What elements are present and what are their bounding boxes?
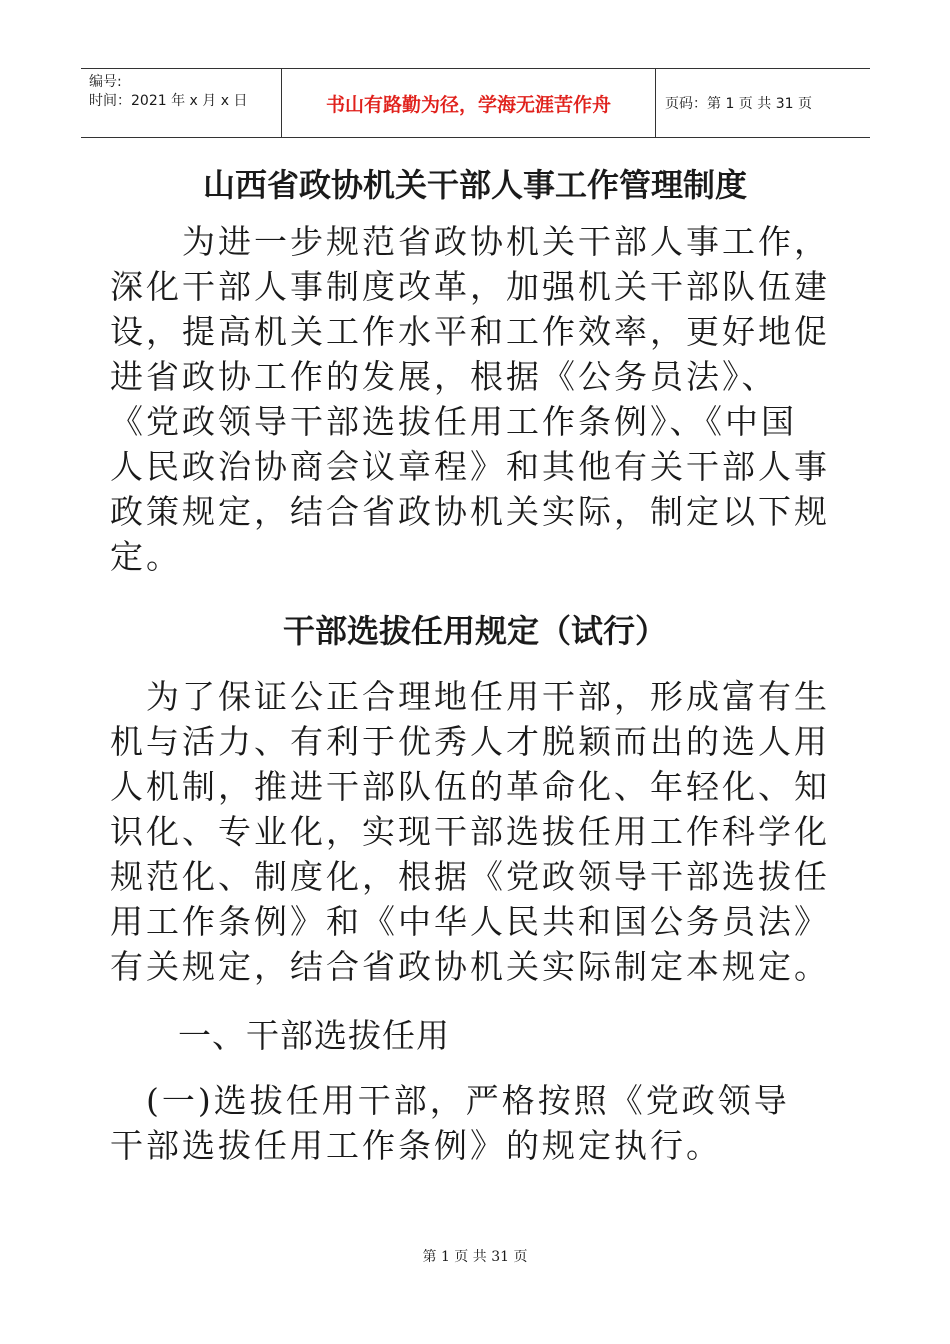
purpose-line: 规范化、制度化，根据《党政领导干部选拔任 xyxy=(110,857,830,896)
number-label: 编号: xyxy=(89,74,122,90)
item-line: (一)选拔任用干部，严格按照《党政领导 xyxy=(110,1081,790,1120)
header-meta xyxy=(81,69,281,137)
intro-line: 定。 xyxy=(110,537,182,576)
intro-line: 进省政协工作的发展，根据《公务员法》、 xyxy=(110,357,778,396)
section-title: 干部选拔任用规定（试行） xyxy=(282,612,667,650)
intro-line: 《党政领导干部选拔任用工作条例》、《中国 xyxy=(110,402,797,441)
purpose-line: 有关规定，结合省政协机关实际制定本规定。 xyxy=(110,947,830,986)
purpose-line: 机与活力、有利于优秀人才脱颖而出的选人用 xyxy=(110,722,830,761)
heading-cadre-selection: 一、干部选拔任用 xyxy=(178,1016,450,1055)
item-1-paragraph xyxy=(110,1078,850,1168)
intro-line: 人民政治协商会议章程》和其他有关干部人事 xyxy=(110,447,830,486)
purpose-line: 为了保证公正合理地任用干部，形成富有生 xyxy=(110,677,830,716)
intro-line: 政策规定，结合省政协机关实际，制定以下规 xyxy=(110,492,830,531)
purpose-line: 人机制，推进干部队伍的革命化、年轻化、知 xyxy=(110,767,830,806)
document-header xyxy=(81,68,870,138)
page-footer: 第 1 页 共 31 页 xyxy=(422,1249,528,1265)
header-page-code: 页码：第 1 页 共 31 页 xyxy=(665,96,812,112)
date-label: 时间：2021 年 x 月 x 日 xyxy=(89,93,248,109)
header-motto: 书山有路勤为径，学海无涯苦作舟 xyxy=(281,69,656,137)
document-title: 山西省政协机关干部人事工作管理制度 xyxy=(202,166,747,204)
intro-paragraph xyxy=(110,219,830,579)
intro-line: 设，提高机关工作水平和工作效率，更好地促 xyxy=(110,312,830,351)
purpose-line: 用工作条例》和《中华人民共和国公务员法》 xyxy=(110,902,830,941)
purpose-line: 识化、专业化，实现干部选拔任用工作科学化 xyxy=(110,812,830,851)
intro-line: 为进一步规范省政协机关干部人事工作， xyxy=(110,222,830,261)
intro-line: 深化干部人事制度改革，加强机关干部队伍建 xyxy=(110,267,830,306)
purpose-paragraph xyxy=(110,674,850,989)
item-line: 干部选拔任用工作条例》的规定执行。 xyxy=(110,1126,722,1165)
